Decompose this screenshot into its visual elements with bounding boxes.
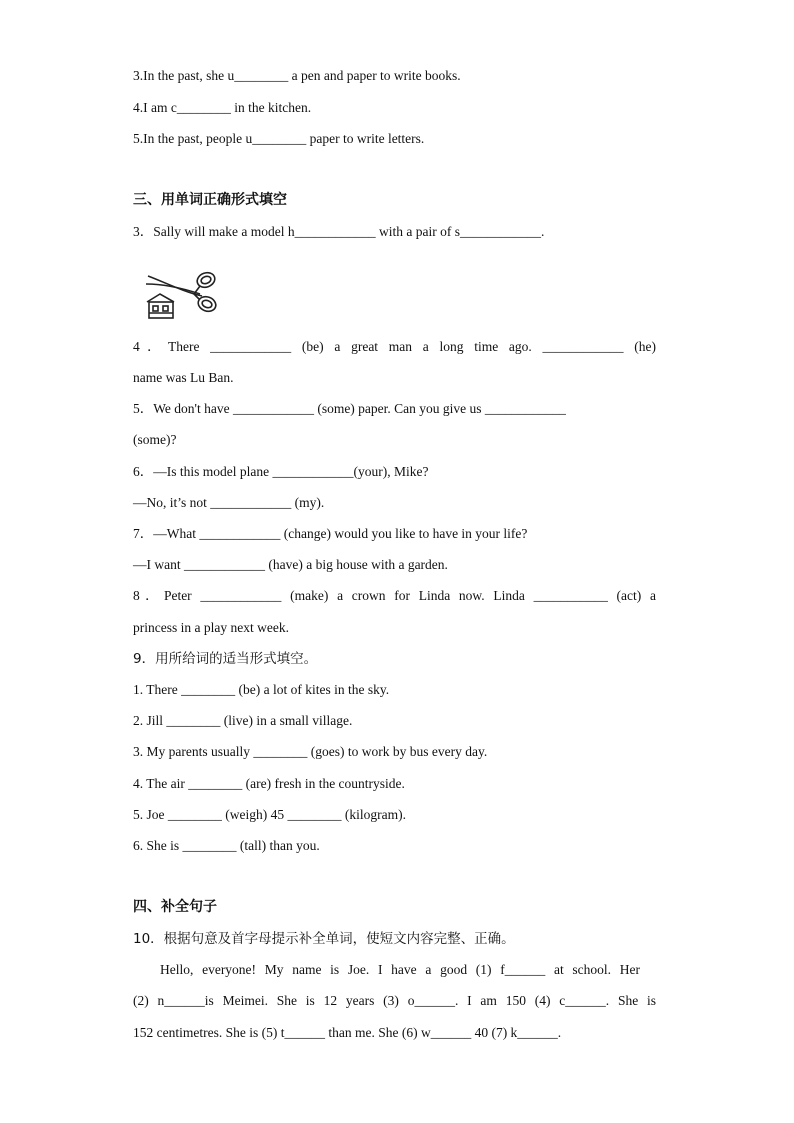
list-item: 5. Joe ________ (weigh) 45 ________ (kilogram). [133,807,406,822]
question-10-title: 10．根据句意及首字母提示补全单词，使短文内容完整、正确。 [133,931,515,947]
question-line: 4.I am c________ in the kitchen. [133,100,312,115]
list-item: 3. My parents usually ________ (goes) to work by bus every day. [133,744,488,759]
question-9-title: 9．用所给词的适当形式填空。 [133,651,318,667]
question-7-line-2: —I want ____________ (have) a big house with a garden. [133,557,448,572]
passage-line: Hello, everyone! My name is Joe. I have a good (1) f______ at school. Her [160,962,640,977]
list-item: 1. There ________ (be) a lot of kites in the sky. [133,682,390,697]
passage-line: 152 centimetres. She is (5) t______ than me. She (6) w______ 40 (7) k______. [133,1025,562,1040]
section-heading: 四、补全句子 [133,899,217,915]
section-heading: 三、用单词正确形式填空 [133,192,287,208]
list-item: 2. Jill ________ (live) in a small village. [133,713,353,728]
question-4-line-2: name was Lu Ban. [133,370,234,385]
question-5-line-2: (some)? [133,432,177,447]
list-item: 6. She is ________ (tall) than you. [133,838,320,853]
question-6-line-1: 6．—Is this model plane ____________(your), Mike? [133,464,429,479]
question-4-line-1: 4．There ____________ (be) a great man a long time ago. ____________ (he) [133,339,656,354]
question-line: 3.In the past, she u________ a pen and paper to write books. [133,68,461,83]
scissors-and-house-illustration [144,266,218,320]
question-7-line-1: 7．—What ____________ (change) would you like to have in your life? [133,526,528,541]
passage-line: (2) n______is Meimei. She is 12 years (3) o______. I am 150 (4) c______. She is [133,993,656,1008]
question-8-line-1: 8．Peter ____________ (make) a crown for Linda now. Linda ___________ (act) a [133,588,656,603]
question-8-line-2: princess in a play next week. [133,620,289,635]
question-6-line-2: —No, it’s not ____________ (my). [133,495,325,510]
list-item: 4. The air ________ (are) fresh in the countryside. [133,776,405,791]
question-3: 3．Sally will make a model h____________ with a pair of s____________. [133,224,545,239]
question-line: 5.In the past, people u________ paper to write letters. [133,131,425,146]
question-5-line-1: 5．We don't have ____________ (some) paper. Can you give us ____________ [133,401,566,416]
